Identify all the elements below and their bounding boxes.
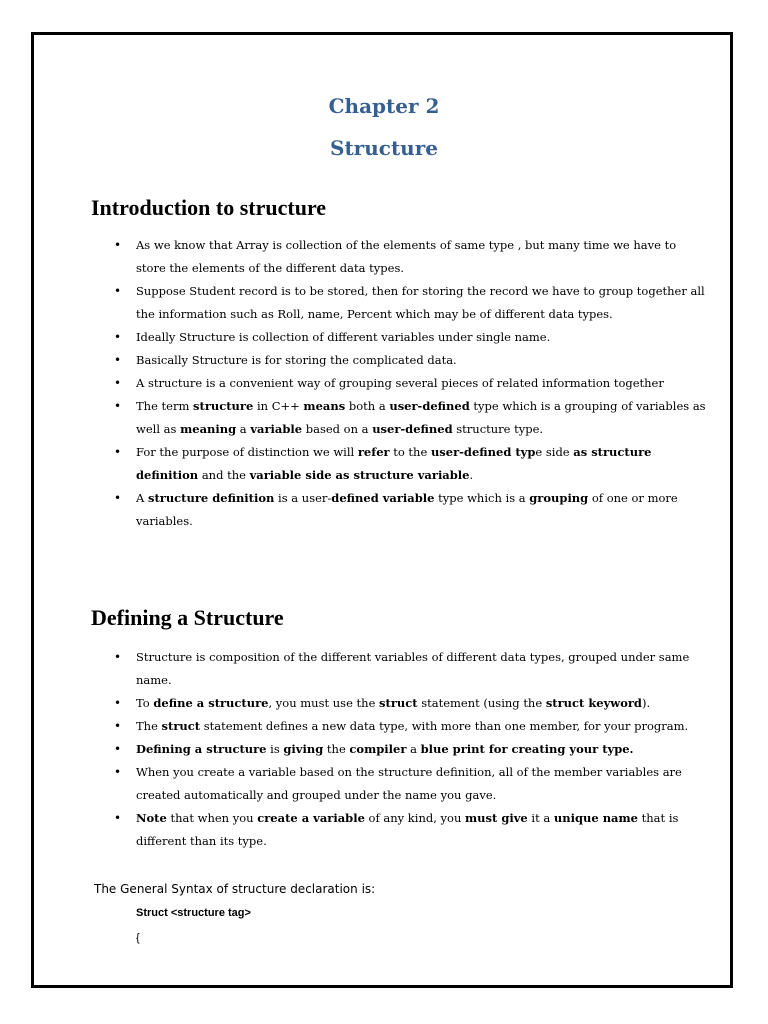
text-run: the [323, 742, 350, 756]
list-item [0, 280, 768, 326]
bold-text: unique name [553, 811, 638, 825]
bold-text: define a structure [153, 696, 269, 710]
list-item [0, 349, 768, 372]
syntax-code-line-1: Struct <structure tag> [136, 907, 251, 919]
text-run: Basically Structure is for storing the complicated data. [136, 353, 457, 367]
bold-text: means [303, 399, 346, 413]
list-item [0, 715, 768, 738]
text-run: The [136, 719, 162, 733]
text-run: and the [198, 468, 250, 482]
bold-text: Note [136, 811, 167, 825]
defining-bullet-list [0, 646, 768, 853]
bold-text: structure definition [147, 491, 275, 505]
text-run: type which is a grouping of variables as well as [136, 399, 706, 436]
list-item [0, 395, 768, 441]
bold-text: user-defined typ [430, 445, 536, 459]
bold-text: create a variable [257, 811, 365, 825]
bold-text: struct [161, 719, 201, 733]
chapter-subtitle: Structure [330, 136, 438, 160]
bold-text: compiler [349, 742, 407, 756]
bold-text: user-defined [372, 422, 453, 436]
bold-text: variable [250, 422, 303, 436]
text-run: that when you [166, 811, 258, 825]
text-run: of one or more variables. [136, 491, 678, 528]
text-run: type which is a [434, 491, 530, 505]
text-run: to the [389, 445, 431, 459]
text-run: statement defines a new data type, with more than one member, for your program. [200, 719, 689, 733]
syntax-code-line-2: { [136, 932, 140, 944]
text-run: is [266, 742, 284, 756]
text-run: , you must use the [268, 696, 380, 710]
list-item [0, 646, 768, 692]
text-run: A [136, 491, 148, 505]
text-run: e side [535, 445, 574, 459]
text-run: structure type. [452, 422, 544, 436]
bold-text: as structure definition [136, 445, 652, 482]
text-run: a [236, 422, 251, 436]
text-run: To [136, 696, 154, 710]
text-run: is a user- [274, 491, 332, 505]
bold-text: defined variable [331, 491, 435, 505]
list-item [0, 738, 768, 761]
text-run: a [406, 742, 421, 756]
list-item [0, 326, 768, 349]
bold-text: structure [193, 399, 254, 413]
list-item [0, 807, 768, 853]
text-run: When you create a variable based on the structure definition, all of the member variables are created automatically and grouped under the name you gave. [136, 765, 682, 802]
bold-text: struct keyword [545, 696, 642, 710]
text-run: Suppose Student record is to be stored, then for storing the record we have to group together all the information such as Roll, name, Percent which may be of different data types. [136, 284, 705, 321]
section-heading-defining: Defining a Structure [91, 605, 284, 630]
bold-text: grouping [529, 491, 589, 505]
list-item [0, 372, 768, 395]
introduction-bullet-list [0, 234, 768, 533]
bold-text: refer [357, 445, 390, 459]
bold-text: blue print for creating your type. [420, 742, 634, 756]
text-run: that is different than its type. [136, 811, 679, 848]
text-run: it a [527, 811, 554, 825]
list-item [0, 441, 768, 487]
syntax-intro-text: The General Syntax of structure declaration is: [94, 882, 376, 896]
list-item [0, 487, 768, 533]
bold-text: user-defined [389, 399, 470, 413]
text-run: The term [136, 399, 194, 413]
text-run: Ideally Structure is collection of different variables under single name. [136, 330, 551, 344]
text-run: of any kind, you [364, 811, 466, 825]
bold-text: giving [283, 742, 324, 756]
text-run: ). [641, 696, 651, 710]
text-run: . [469, 468, 474, 482]
text-run: As we know that Array is collection of the elements of same type , but many time we have to store the elements of the different data types. [136, 238, 677, 275]
text-run: Structure is composition of the different variables of different data types, grouped under same name. [136, 650, 690, 687]
list-item [0, 761, 768, 807]
text-run: based on a [302, 422, 373, 436]
text-run: both a [345, 399, 390, 413]
bold-text: variable side as structure variable [249, 468, 470, 482]
text-run: For the purpose of distinction we will [136, 445, 358, 459]
chapter-title: Chapter 2 [328, 94, 440, 118]
bold-text: struct [379, 696, 418, 710]
bold-text: meaning [180, 422, 237, 436]
bold-text: must give [465, 811, 528, 825]
text-run: A structure is a convenient way of grouping several pieces of related information together [136, 376, 664, 390]
text-run: statement (using the [417, 696, 546, 710]
list-item [0, 692, 768, 715]
text-run: in C++ [253, 399, 304, 413]
bold-text: Defining a structure [136, 742, 267, 756]
section-heading-introduction: Introduction to structure [91, 195, 327, 220]
list-item [0, 234, 768, 280]
